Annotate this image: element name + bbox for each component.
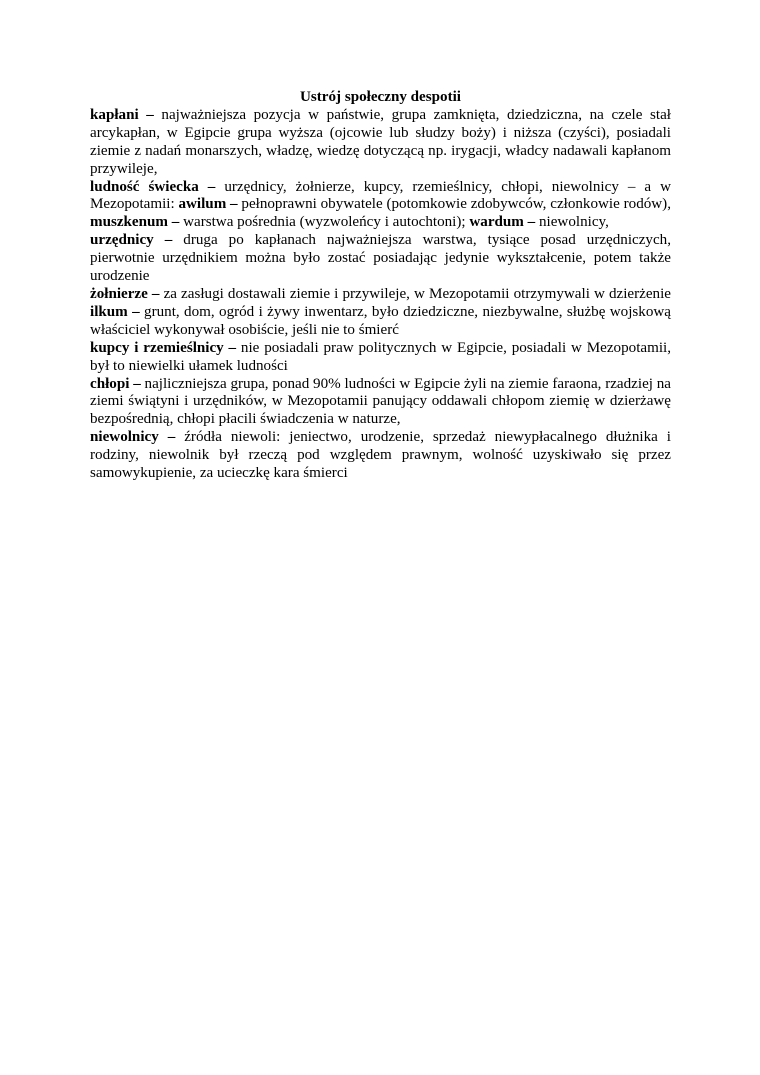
document-title: Ustrój społeczny despotii — [300, 89, 461, 105]
entry-term-ilkum: ilkum – — [90, 303, 140, 320]
entry-niewolnicy — [90, 429, 671, 483]
entry-text: niewolnicy, — [535, 214, 609, 231]
entry-term-wardum: wardum – — [469, 214, 536, 231]
entry-term: ludność świecka – — [90, 178, 216, 195]
entry-ludnosc-swiecka — [90, 179, 671, 233]
entry-kupcy-i-rzemieslnicy — [90, 340, 671, 376]
entry-term: żołnierze – — [90, 285, 160, 302]
entry-text: najliczniejsza grupa, ponad 90% ludności w Egipcie żyli na ziemie faraona, rzadziej na ziemi świątyni i urzędników, w Mezopotamii panujący oddawali chłopom ziemię w dzierżawę bezpośrednią, chłopi płacili świadczenia w naturze, — [90, 375, 671, 428]
entry-term: kapłani – — [90, 106, 154, 123]
entry-text: za zasługi dostawali ziemie i przywileje, w Mezopotamii otrzymywali w dzierżenie — [159, 285, 671, 302]
entry-text: źródła niewoli: jeniectwo, urodzenie, sprzedaż niewypłacalnego dłużnika i rodziny, niewolnik był rzeczą pod względem prawnym, wolność uzyskiwało się przez samowykupienie, za ucieczkę kara śmierci — [90, 429, 671, 482]
entry-text: najważniejsza pozycja w państwie, grupa zamknięta, dziedziczna, na czele stał arcykapłan, w Egipcie grupa wyższa (ojcowie lub słudzy boży) i niższa (czyści), posiadali ziemie z nadań monarszych, władzę, wiedzę dotyczącą np. irygacji, władcy nadawali kapłanom przywileje, — [90, 106, 671, 177]
entry-text: warstwa pośrednia (wyzwoleńcy i autochtoni); — [179, 214, 470, 231]
entry-text: urzędnicy, żołnierze, kupcy, rzemieślnicy, chłopi, niewolnicy – a w Mezopotamii: — [90, 178, 672, 213]
entry-urzednicy — [90, 232, 671, 286]
entry-term: niewolnicy – — [90, 429, 176, 446]
entry-term: chłopi – — [90, 375, 141, 392]
entry-text: druga po kapłanach najważniejsza warstwa, tysiące posad urzędniczych, pierwotnie urzędnikiem można było zostać posiadając jedynie wykształcenie, potem także urodzenie — [90, 232, 671, 285]
entry-term: urzędnicy – — [90, 232, 173, 249]
entry-text: pełnoprawni obywatele (potomkowie zdobywców, członkowie rodów), — [237, 196, 671, 213]
entry-term-muszkenum: muszkenum – — [90, 214, 180, 231]
entry-term: kupcy i rzemieślnicy – — [90, 339, 237, 356]
document-page — [90, 89, 671, 483]
entry-text: grunt, dom, ogród i żywy inwentarz, było dziedziczne, niezbywalne, służbę wojskową właściciel wykonywał osobiście, jeśli nie to śmierć — [90, 303, 671, 338]
entry-zolnierze — [90, 286, 671, 340]
entry-kaplani — [90, 107, 671, 179]
entry-text: nie posiadali praw politycznych w Egipcie, posiadali w Mezopotamii, był to niewielki ułamek ludności — [90, 339, 671, 374]
entry-term-awilum: awilum – — [178, 196, 238, 213]
entry-chlopi — [90, 376, 671, 430]
